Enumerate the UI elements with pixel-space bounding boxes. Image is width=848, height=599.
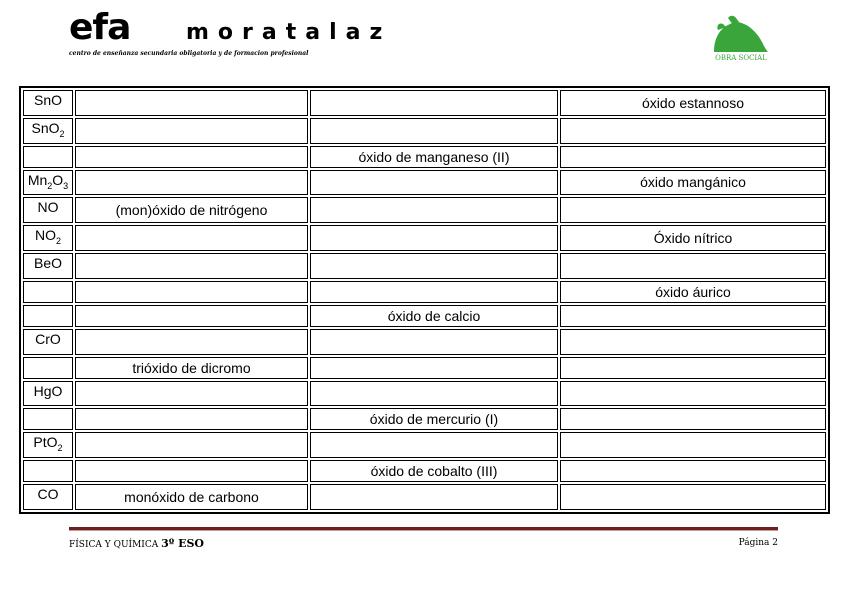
formula-symbol: O [52, 171, 64, 188]
name-cell-2 [310, 484, 558, 510]
name-cell-2: óxido de cobalto (III) [310, 460, 558, 482]
efa-logo-wordmark: moratalaz [186, 20, 392, 45]
name-cell-3 [560, 253, 826, 279]
footer-subject [69, 537, 204, 550]
table-row [23, 305, 826, 327]
name-cell-2 [310, 170, 558, 196]
name-cell-2 [310, 357, 558, 379]
name-cell-3 [560, 118, 826, 144]
bear-icon [706, 12, 776, 54]
formula-subscript: 2 [57, 443, 63, 454]
formula-cell [23, 305, 73, 327]
name-cell-1: (mon)óxido de nitrógeno [75, 197, 308, 223]
name-cell-3 [560, 460, 826, 482]
table-row [23, 146, 826, 168]
formula-cell [23, 225, 73, 251]
table-row [23, 484, 826, 510]
footer-page-number: Página 2 [738, 538, 778, 548]
formula-subscript: 2 [55, 235, 61, 246]
table-row [23, 381, 826, 407]
formula-subscript: 2 [47, 180, 53, 191]
formula-cell [23, 432, 73, 458]
name-cell-2 [310, 381, 558, 407]
name-cell-1 [75, 381, 308, 407]
formula-cell [23, 170, 73, 196]
formula-cell [23, 146, 73, 168]
formula-cell [23, 90, 73, 116]
formula-cell [23, 118, 73, 144]
name-cell-1 [75, 170, 308, 196]
formula-symbol: HgO [33, 382, 63, 399]
table-row [23, 197, 826, 223]
name-cell-2: óxido de calcio [310, 305, 558, 327]
name-cell-1: trióxido de dicromo [75, 357, 308, 379]
formula-subscript: 2 [59, 128, 65, 139]
name-cell-3: óxido estannoso [560, 90, 826, 116]
table-row [23, 432, 826, 458]
name-cell-3 [560, 305, 826, 327]
name-cell-3 [560, 432, 826, 458]
name-cell-1 [75, 281, 308, 303]
formula-cell [23, 408, 73, 430]
formula-symbol: PtO [33, 434, 58, 451]
table-row [23, 118, 826, 144]
formula-cell [23, 253, 73, 279]
table-row [23, 408, 826, 430]
name-cell-3 [560, 381, 826, 407]
name-cell-2 [310, 225, 558, 251]
formula-symbol: NO [34, 227, 56, 244]
table-row [23, 357, 826, 379]
formula-cell [23, 357, 73, 379]
name-cell-1 [75, 408, 308, 430]
name-cell-1 [75, 305, 308, 327]
name-cell-3: óxido áurico [560, 281, 826, 303]
formula-symbol: CO [37, 486, 59, 503]
name-cell-2 [310, 118, 558, 144]
formula-cell [23, 484, 73, 510]
name-cell-1 [75, 253, 308, 279]
formula-symbol: NO [37, 199, 59, 216]
name-cell-2 [310, 253, 558, 279]
name-cell-2 [310, 197, 558, 223]
table-row [23, 281, 826, 303]
table-row [23, 460, 826, 482]
name-cell-3: Óxido nítrico [560, 225, 826, 251]
name-cell-1: monóxido de carbono [75, 484, 308, 510]
name-cell-1 [75, 432, 308, 458]
footer-rule [69, 527, 778, 531]
name-cell-1 [75, 329, 308, 355]
name-cell-3 [560, 484, 826, 510]
oxides-table-body [23, 90, 826, 510]
formula-cell [23, 381, 73, 407]
name-cell-3 [560, 146, 826, 168]
name-cell-2: óxido de mercurio (I) [310, 408, 558, 430]
footer-subject-name: FÍSICA Y QUÍMICA [69, 540, 159, 550]
formula-symbol: CrO [35, 330, 61, 347]
formula-cell [23, 460, 73, 482]
oxides-table [19, 86, 830, 514]
efa-logo-subtitle: centro de enseñanza secundaria obligatoria y de formacion profesional [69, 50, 309, 57]
table-row [23, 329, 826, 355]
name-cell-2 [310, 90, 558, 116]
table-row [23, 225, 826, 251]
name-cell-2 [310, 329, 558, 355]
formula-cell [23, 197, 73, 223]
name-cell-1 [75, 146, 308, 168]
name-cell-2 [310, 281, 558, 303]
name-cell-3 [560, 329, 826, 355]
table-row [23, 170, 826, 196]
efa-logo: efa [69, 7, 131, 48]
formula-symbol: SnO [33, 92, 62, 108]
name-cell-3 [560, 408, 826, 430]
formula-symbol: SnO [31, 119, 60, 136]
name-cell-2 [310, 432, 558, 458]
name-cell-1 [75, 460, 308, 482]
name-cell-1 [75, 225, 308, 251]
name-cell-1 [75, 118, 308, 144]
name-cell-2: óxido de manganeso (II) [310, 146, 558, 168]
name-cell-1 [75, 90, 308, 116]
name-cell-3 [560, 357, 826, 379]
footer-level: 3º ESO [161, 537, 205, 550]
formula-symbol: Mn [27, 171, 48, 188]
formula-cell [23, 281, 73, 303]
formula-symbol: BeO [33, 254, 62, 271]
formula-subscript: 3 [63, 180, 69, 191]
obra-social-label: OBRA SOCIAL [715, 54, 767, 62]
table-row [23, 90, 826, 116]
formula-cell [23, 329, 73, 355]
name-cell-3 [560, 197, 826, 223]
name-cell-3: óxido mangánico [560, 170, 826, 196]
table-row [23, 253, 826, 279]
